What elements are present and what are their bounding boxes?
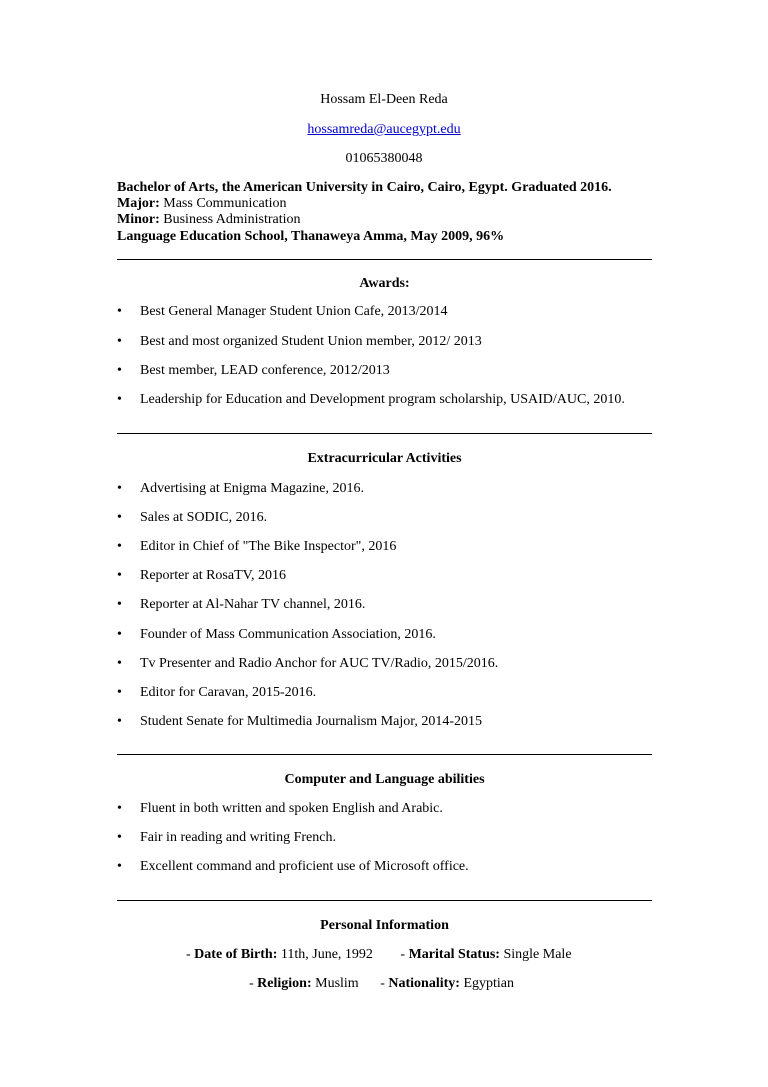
bullet-icon: • [117,656,122,671]
bullet-icon: • [117,801,122,816]
bullet-icon: • [117,685,122,700]
bullet-icon: • [117,627,122,642]
list-item: • Fair in reading and writing French. [117,830,336,845]
list-item: • Best General Manager Student Union Cafe, 2013/2014 [117,304,448,319]
list-item: • Best member, LEAD conference, 2012/2013 [117,363,390,378]
bullet-icon: • [117,539,122,554]
extracurricular-heading: Extracurricular Activities [307,451,462,466]
list-item: • Founder of Mass Communication Association, 2016. [117,627,436,642]
email-link[interactable]: hossamreda@aucegypt.edu [307,122,461,137]
marital-status-value: Single Male [503,947,572,962]
email-line [0,122,768,138]
major-label: Major: [117,196,160,211]
list-item: • Leadership for Education and Development program scholarship, USAID/AUC, 2010. [117,392,625,407]
list-item: • Editor for Caravan, 2015-2016. [117,685,317,700]
dob-value: 11th, June, 1992 [280,947,373,962]
personal-info-row-2: - Religion: Muslim - Nationality: Egyptian [249,976,514,991]
bullet-icon: • [117,568,122,583]
list-item: • Excellent command and proficient use of Microsoft office. [117,859,469,874]
phone-number: 01065380048 [345,151,423,166]
nationality-label: Nationality: [388,976,460,991]
major-value: Mass Communication [163,196,287,211]
minor-value: Business Administration [163,212,301,227]
personal-info-heading: Personal Information [320,918,449,933]
major-line [117,196,287,212]
list-item: • Advertising at Enigma Magazine, 2016. [117,481,364,496]
bullet-icon: • [117,304,122,319]
nationality-value: Egyptian [463,976,514,991]
list-item: • Fluent in both written and spoken English and Arabic. [117,801,443,816]
religion-label: Religion: [257,976,312,991]
abilities-heading: Computer and Language abilities [284,772,485,787]
bullet-icon: • [117,334,122,349]
list-item: • Student Senate for Multimedia Journalism Major, 2014-2015 [117,714,483,729]
section-divider [117,754,652,755]
list-item: • Sales at SODIC, 2016. [117,510,268,525]
marital-status-label: Marital Status: [408,947,500,962]
list-item: • Tv Presenter and Radio Anchor for AUC TV/Radio, 2015/2016. [117,656,499,671]
bullet-icon: • [117,597,122,612]
religion-value: Muslim [315,976,359,991]
bullet-icon: • [117,481,122,496]
section-divider [117,259,652,260]
bullet-icon: • [117,859,122,874]
degree-line: Bachelor of Arts, the American University in Cairo, Cairo, Egypt. Graduated 2016. [117,180,612,195]
awards-heading: Awards: [359,276,410,291]
school-line: Language Education School, Thanaweya Amma, May 2009, 96% [117,229,505,244]
dob-label: Date of Birth: [194,947,278,962]
minor-label: Minor: [117,212,160,227]
list-item: • Best and most organized Student Union member, 2012/ 2013 [117,334,482,349]
list-item: • Reporter at RosaTV, 2016 [117,568,286,583]
personal-info-row-1: - Date of Birth: 11th, June, 1992 - Marital Status: Single Male [186,947,572,962]
list-item: • Reporter at Al-Nahar TV channel, 2016. [117,597,366,612]
bullet-icon: • [117,363,122,378]
minor-line [117,212,301,228]
section-divider [117,433,652,434]
section-divider [117,900,652,901]
bullet-icon: • [117,510,122,525]
bullet-icon: • [117,392,122,407]
candidate-name: Hossam El-Deen Reda [320,92,448,107]
list-item: • Editor in Chief of "The Bike Inspector", 2016 [117,539,397,554]
bullet-icon: • [117,714,122,729]
bullet-icon: • [117,830,122,845]
